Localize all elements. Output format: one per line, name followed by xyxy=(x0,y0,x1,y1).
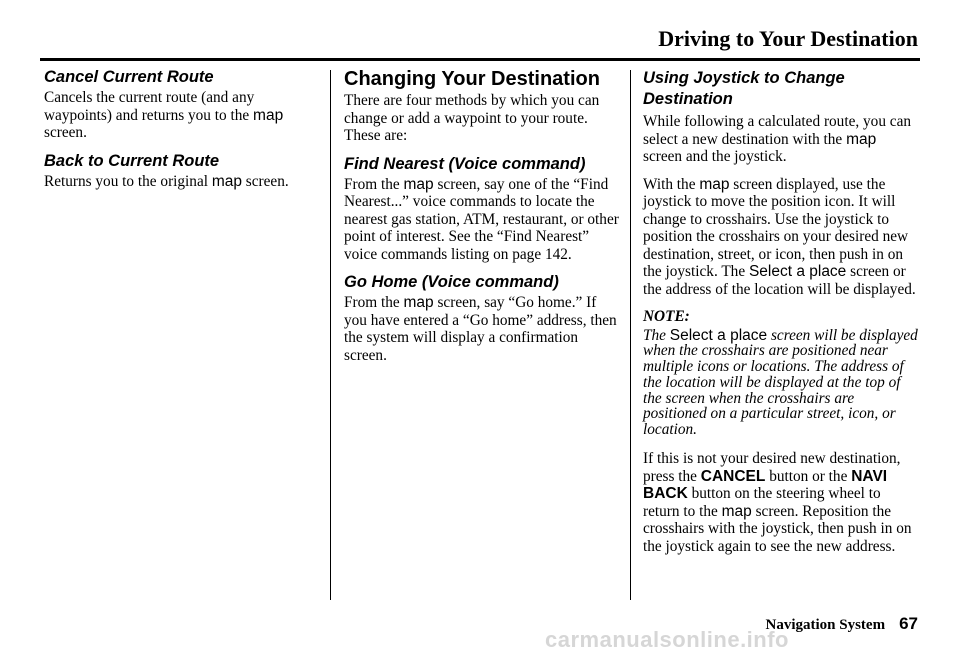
screen-name-map: map xyxy=(211,172,242,190)
text: screen, say “Go home.” If you have entered a “Go home” address, then the system will display a confirmation screen. xyxy=(344,294,617,364)
column-divider xyxy=(630,70,631,600)
text: screen, say one of the “Find Nearest...” voice commands to locate the nearest gas station, ATM, restaurant, or other point of interest. See the “Find Nearest” voice commands listing on page 142. xyxy=(344,175,619,263)
text: Cancels the current route (and any waypoints) and returns you to the xyxy=(44,89,255,124)
header-rule xyxy=(40,58,920,61)
button-name-cancel: CANCEL xyxy=(700,467,766,485)
button-name-navi-back: NAVI BACK xyxy=(643,467,888,503)
screen-name-map: map xyxy=(403,175,434,193)
watermark: carmanualsonline.info xyxy=(545,627,789,652)
text: screen displayed, use the joystick to move the position icon. It will change to crosshairs. Use the joystick to position the crosshairs on your desired new destination, street, or icon, then push in on the joystick. The xyxy=(643,175,909,280)
changing-destination-intro: There are four methods by which you can change or add a waypoint to your route. These are: xyxy=(344,92,600,144)
section-heading-find-nearest: Find Nearest (Voice command) xyxy=(344,154,586,173)
text: screen. xyxy=(241,172,289,190)
page-title: Driving to Your Destination xyxy=(658,26,918,51)
text: The xyxy=(643,326,670,344)
section-heading-back-to-route: Back to Current Route xyxy=(44,151,220,170)
note-paragraph xyxy=(643,328,918,439)
joystick-paragraph-3 xyxy=(643,450,918,555)
joystick-paragraph-1 xyxy=(643,113,918,166)
text: screen. Reposition the crosshairs with the joystick, then push in on the joystick again to see the new address. xyxy=(643,502,912,555)
column-right xyxy=(643,68,918,565)
footer-label: Navigation System xyxy=(765,617,886,633)
text: screen. xyxy=(44,124,87,141)
section-heading-joystick: Using Joystick to Change Destination xyxy=(643,69,845,108)
text: screen will be displayed when the crosshairs are positioned near multiple icons or locations. The address of the location will be displayed at the top of the screen when the crosshairs are positioned on a particular street, icon, or location. xyxy=(643,326,918,439)
text: button on the steering wheel to return to the xyxy=(643,485,881,520)
section-heading-go-home: Go Home (Voice command) xyxy=(344,273,559,291)
cancel-route-paragraph xyxy=(44,89,319,142)
text: If this is not your desired new destination, press the xyxy=(643,450,901,485)
text: screen and the joystick. xyxy=(643,148,787,165)
back-to-route-paragraph xyxy=(44,173,319,191)
section-heading-changing-destination: Changing Your Destination xyxy=(344,68,600,90)
page-number: 67 xyxy=(899,614,918,633)
find-nearest-paragraph xyxy=(344,176,619,264)
screen-name-map: map xyxy=(253,106,284,124)
note-label: NOTE: xyxy=(643,308,690,325)
text: With the xyxy=(643,175,700,193)
text: button or the xyxy=(765,467,852,485)
column-divider xyxy=(330,70,331,600)
screen-name-select-place: Select a place xyxy=(748,263,847,280)
joystick-paragraph-2 xyxy=(643,176,918,299)
screen-name-select-place: Select a place xyxy=(669,326,768,344)
text: While following a calculated route, you can select a new destination with the xyxy=(643,113,912,148)
text: From the xyxy=(344,175,404,193)
text: From the xyxy=(344,294,404,311)
section-heading-cancel-route: Cancel Current Route xyxy=(44,68,214,86)
screen-name-map: map xyxy=(846,130,877,148)
go-home-paragraph xyxy=(344,294,619,364)
screen-name-map: map xyxy=(699,175,730,193)
text: screen or the address of the location will be displayed. xyxy=(643,263,916,298)
text: Returns you to the original xyxy=(44,172,212,190)
column-middle xyxy=(344,68,619,374)
screen-name-map: map xyxy=(403,294,434,311)
screen-name-map: map xyxy=(721,502,752,520)
column-left xyxy=(44,68,319,200)
